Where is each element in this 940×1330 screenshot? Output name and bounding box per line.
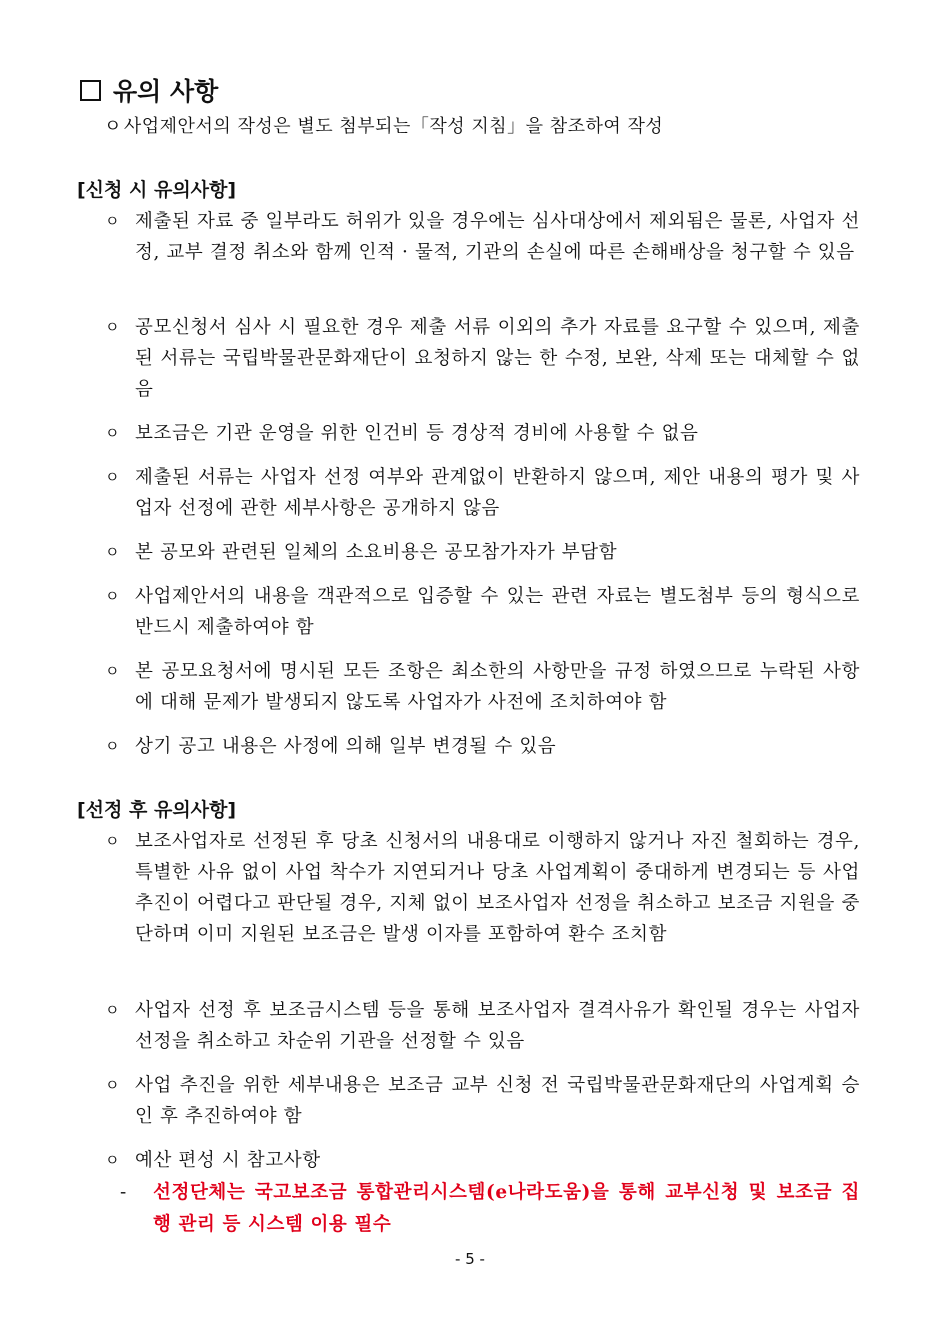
list-item xyxy=(105,206,860,268)
section-title-application: [신청 시 유의사항] xyxy=(77,179,237,201)
list-item xyxy=(105,731,860,762)
section-title-post-selection: [선정 후 유의사항] xyxy=(77,799,237,821)
list-item-text: 사업제안서의 내용을 객관적으로 입증할 수 있는 관련 자료는 별도첨부 등의 형식으로 반드시 제출하여야 함 xyxy=(135,586,860,638)
emphasis-text: 선정단체는 국고보조금 통합관리시스템(e나라도움)을 통해 교부신청 및 보조금 집행 관리 등 시스템 이용 필수 xyxy=(153,1182,860,1235)
list-item xyxy=(105,537,860,568)
page-number: - 5 - xyxy=(455,1250,485,1268)
bullet-icon: ㅇ xyxy=(105,662,120,680)
section-heading xyxy=(80,72,218,108)
intro-text: 사업제안서의 작성은 별도 첨부되는「작성 지침」을 참조하여 작성 xyxy=(123,116,664,137)
list-item-text: 본 공모와 관련된 일체의 소요비용은 공모참가자가 부담함 xyxy=(135,542,618,563)
bullet-icon: ㅇ xyxy=(105,1076,120,1094)
bullet-icon: ㅇ xyxy=(105,587,120,605)
bullet-icon: ㅇ xyxy=(105,1151,120,1169)
list-item xyxy=(105,826,860,950)
sub-list-item xyxy=(120,1177,860,1241)
bullet-icon: ㅇ xyxy=(105,318,120,336)
list-item xyxy=(105,581,860,643)
bullet-icon: ㅇ xyxy=(105,543,120,561)
bullet-icon: ㅇ xyxy=(104,116,122,137)
list-item xyxy=(105,995,860,1057)
list-item xyxy=(105,656,860,718)
list-item-text: 본 공모요청서에 명시된 모든 조항은 최소한의 사항만을 규정 하였으므로 누락된 사항에 대해 문제가 발생되지 않도록 사업자가 사전에 조치하여야 함 xyxy=(135,661,860,713)
bullet-icon: ㅇ xyxy=(105,212,120,230)
bullet-icon: ㅇ xyxy=(105,832,120,850)
list-item-text: 사업자 선정 후 보조금시스템 등을 통해 보조사업자 결격사유가 확인될 경우는 사업자 선정을 취소하고 차순위 기관을 선정할 수 있음 xyxy=(135,1000,860,1052)
bullet-icon: ㅇ xyxy=(105,468,120,486)
list-item xyxy=(105,1070,860,1132)
intro-note xyxy=(104,112,663,138)
checkbox-square-icon xyxy=(80,80,101,101)
list-item xyxy=(105,462,860,524)
dash-bullet: - xyxy=(120,1182,127,1203)
list-item xyxy=(105,312,860,405)
list-item-text: 보조사업자로 선정된 후 당초 신청서의 내용대로 이행하지 않거나 자진 철회하는 경우, 특별한 사유 없이 사업 착수가 지연되거나 당초 사업계획이 중대하게 변경되는 등 사업추진이 어렵다고 판단될 경우, 지체 없이 보조사업자 선정을 취소하고 보조금 지원을 중단하며 이미 지원된 보조금은 발생 이자를 포함하여 환수 조치함 xyxy=(135,831,860,945)
list-item xyxy=(105,418,860,449)
bullet-icon: ㅇ xyxy=(105,424,120,442)
list-item-text: 공모신청서 심사 시 필요한 경우 제출 서류 이외의 추가 자료를 요구할 수 있으며, 제출된 서류는 국립박물관문화재단이 요청하지 않는 한 수정, 보완, 삭제 또는 대체할 수 없음 xyxy=(135,317,860,400)
list-item-text: 제출된 서류는 사업자 선정 여부와 관계없이 반환하지 않으며, 제안 내용의 평가 및 사업자 선정에 관한 세부사항은 공개하지 않음 xyxy=(135,467,860,519)
list-item-text: 사업 추진을 위한 세부내용은 보조금 교부 신청 전 국립박물관문화재단의 사업계획 승인 후 추진하여야 함 xyxy=(135,1075,860,1127)
heading-title: 유의 사항 xyxy=(113,77,219,106)
list-item-text: 예산 편성 시 참고사항 xyxy=(135,1150,321,1171)
list-item-text: 상기 공고 내용은 사정에 의해 일부 변경될 수 있음 xyxy=(135,736,557,757)
list-item-text: 보조금은 기관 운영을 위한 인건비 등 경상적 경비에 사용할 수 없음 xyxy=(135,423,699,444)
bullet-icon: ㅇ xyxy=(105,1001,120,1019)
bullet-icon: ㅇ xyxy=(105,737,120,755)
list-item-text: 제출된 자료 중 일부라도 허위가 있을 경우에는 심사대상에서 제외됨은 물론, 사업자 선정, 교부 결정 취소와 함께 인적 · 물적, 기관의 손실에 따른 손해배상을 청구할 수 있음 xyxy=(135,211,860,263)
list-item xyxy=(105,1145,860,1176)
